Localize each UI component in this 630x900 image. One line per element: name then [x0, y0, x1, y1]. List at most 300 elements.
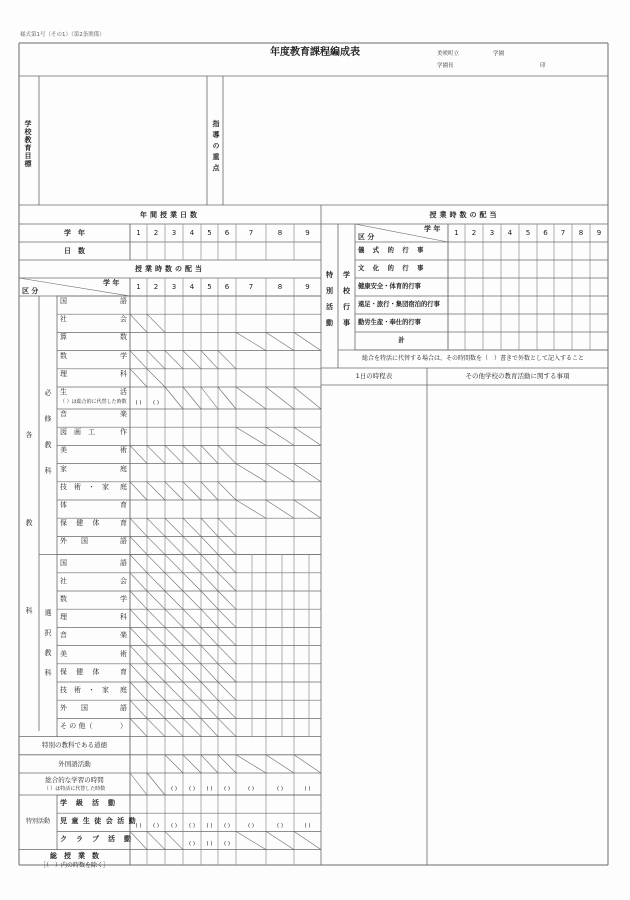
event-row-2-grade-7[interactable] — [555, 279, 571, 295]
event-row-4-grade-1[interactable] — [449, 315, 464, 331]
required-0-cell-grade-5[interactable] — [202, 297, 217, 313]
required-12-cell-grade-7[interactable] — [237, 519, 265, 535]
total-cell-grade-1[interactable] — [131, 851, 146, 864]
required-9-cell-grade-1[interactable] — [131, 465, 146, 481]
integrated-substitute-grade-3[interactable]: ( ) — [170, 786, 178, 793]
required-3-cell-grade-8[interactable] — [267, 352, 293, 368]
required-4-cell-grade-8[interactable] — [267, 370, 293, 386]
required-10-cell-grade-7[interactable] — [237, 483, 265, 499]
alloc-grade-header-9: 9 — [305, 282, 310, 291]
required-3-cell-grade-7[interactable] — [237, 352, 265, 368]
required-3-cell-grade-9[interactable] — [295, 352, 320, 368]
class-activity-cell-grade-7[interactable] — [237, 796, 265, 812]
event-row-1-grade-4[interactable] — [502, 261, 518, 277]
subjects-label-char: 科 — [25, 606, 33, 615]
elective-subject-9-right: ） — [120, 722, 127, 731]
required-2-cell-grade-3[interactable] — [166, 333, 182, 349]
days-cell-grade-9[interactable] — [295, 243, 320, 259]
total-cell-grade-5[interactable] — [202, 851, 217, 864]
required-1-cell-grade-5[interactable] — [202, 315, 217, 331]
club-activity-cell-grade-5[interactable] — [202, 832, 217, 848]
event-row-5-grade-9[interactable] — [591, 333, 607, 349]
elective-9-cell-grade-8[interactable] — [267, 719, 293, 735]
required-7-cell-grade-4[interactable] — [184, 428, 200, 444]
required-0-cell-grade-8[interactable] — [267, 297, 293, 313]
event-row-1-grade-1[interactable] — [449, 261, 464, 277]
total-cell-grade-6[interactable] — [219, 851, 235, 864]
required-6-cell-grade-5[interactable] — [202, 410, 217, 426]
event-grade-header-5: 5 — [525, 228, 531, 237]
required-9-cell-grade-3[interactable] — [166, 465, 182, 481]
event-row-0-grade-6[interactable] — [538, 243, 553, 259]
required-6-cell-grade-4[interactable] — [184, 410, 200, 426]
moral-cell-grade-7[interactable] — [237, 738, 265, 754]
elective-subject-5-left: 美 — [60, 649, 67, 658]
school-events-char: 学 — [343, 270, 350, 279]
required-9-cell-grade-6[interactable] — [219, 465, 235, 481]
total-cell-grade-3[interactable] — [166, 851, 182, 864]
elective-subject-2-right: 学 — [120, 595, 127, 603]
elective-5-cell-grade-7[interactable] — [237, 647, 265, 663]
class-activity-cell-grade-6[interactable] — [219, 796, 235, 812]
integrated-cell-grade-7[interactable] — [237, 774, 265, 794]
event-grade-header-8: 8 — [578, 228, 584, 237]
event-row-2-grade-2[interactable] — [466, 279, 482, 295]
integrated-note: （ ）は特活に代替した時数 — [43, 785, 106, 792]
event-row-2-grade-1[interactable] — [449, 279, 464, 295]
principal-label: 学園長 — [437, 63, 454, 69]
special-activities-char: 特 — [326, 270, 333, 279]
required-subject-4-right: 科 — [120, 369, 127, 378]
event-row-1-grade-9[interactable] — [591, 261, 607, 277]
elective-subject-4-left: 音 — [60, 631, 67, 640]
required-label-char: 必 — [44, 388, 52, 397]
elective-3-cell-grade-7[interactable] — [237, 610, 265, 626]
required-8-cell-grade-7[interactable] — [237, 446, 265, 462]
allocation-header: 授業時数の配当 — [135, 264, 205, 273]
council-activity-cell-grade-2[interactable] — [148, 814, 164, 830]
council-activity-substitute-grade-9[interactable]: ( ) — [304, 822, 311, 829]
required-5-cell-grade-2[interactable] — [148, 388, 164, 408]
elective-4-cell-grade-7[interactable] — [237, 628, 265, 644]
event-row-3-grade-6[interactable] — [538, 297, 553, 313]
grade-header-6: 6 — [224, 228, 230, 237]
days-cell-grade-4[interactable] — [184, 243, 200, 259]
required-11-cell-grade-5[interactable] — [202, 501, 217, 517]
required-11-cell-grade-2[interactable] — [148, 501, 164, 517]
total-label: 総 授 業 数 — [50, 851, 99, 860]
integrated-cell-grade-9[interactable] — [295, 774, 320, 794]
required-label-char: 修 — [44, 414, 52, 423]
class-activity-cell-grade-8[interactable] — [267, 796, 293, 812]
required-0-cell-grade-9[interactable] — [295, 297, 320, 313]
event-row-4-grade-9[interactable] — [591, 315, 607, 331]
integrated-label: 総合的な学習の時間 — [45, 775, 104, 784]
event-grade-header-7: 7 — [560, 228, 566, 237]
total-cell-grade-8[interactable] — [267, 851, 293, 864]
special-activities-char: 動 — [326, 318, 333, 327]
elective-2-cell-grade-8[interactable] — [267, 592, 293, 608]
required-6-cell-grade-6[interactable] — [219, 410, 235, 426]
class-activity-cell-grade-2[interactable] — [148, 796, 164, 812]
school-goal-label: 学校教育目標 — [24, 120, 32, 168]
required-13-cell-grade-7[interactable] — [237, 537, 265, 553]
event-row-2-grade-5[interactable] — [520, 279, 536, 295]
alloc-grade-header-7: 7 — [248, 282, 254, 291]
required-subject-2-left: 算 — [60, 333, 67, 342]
event-row-5-grade-5[interactable] — [520, 333, 536, 349]
required-1-cell-grade-7[interactable] — [237, 315, 265, 331]
days-cell-grade-7[interactable] — [237, 243, 265, 259]
event-row-5-grade-7[interactable] — [555, 333, 571, 349]
required-1-cell-grade-6[interactable] — [219, 315, 235, 331]
total-cell-grade-7[interactable] — [237, 851, 265, 864]
events-note: 総合を特活に代替する場合は、その時間数を（ ）書きで外数として記入すること — [361, 355, 584, 362]
council-activity-substitute-grade-8[interactable]: ( ) — [276, 822, 284, 829]
required-7-cell-grade-5[interactable] — [202, 428, 217, 444]
council-activity-cell-grade-9[interactable] — [295, 814, 320, 830]
required-9-cell-grade-4[interactable] — [184, 465, 200, 481]
required-6-cell-grade-9[interactable] — [295, 410, 320, 426]
council-activity-cell-grade-4[interactable] — [184, 814, 200, 830]
event-row-1-grade-6[interactable] — [538, 261, 553, 277]
required-13-cell-grade-8[interactable] — [267, 537, 293, 553]
days-cell-grade-5[interactable] — [202, 243, 217, 259]
required-0-cell-grade-6[interactable] — [219, 297, 235, 313]
event-grade-header-4: 4 — [507, 228, 513, 237]
integrated-cell-grade-3[interactable] — [166, 774, 182, 794]
elective-4-cell-grade-9[interactable] — [295, 628, 320, 644]
event-row-3-grade-5[interactable] — [520, 297, 536, 313]
required-10-cell-grade-8[interactable] — [267, 483, 293, 499]
event-row-4-grade-3[interactable] — [484, 315, 500, 331]
elective-subject-6-left: 保 健 体 — [60, 667, 100, 676]
elective-8-cell-grade-8[interactable] — [267, 701, 293, 717]
event-row-0-grade-8[interactable] — [573, 243, 589, 259]
elective-label-char: 教 — [44, 648, 52, 657]
days-cell-grade-6[interactable] — [219, 243, 235, 259]
required-8-cell-grade-9[interactable] — [295, 446, 320, 462]
elective-7-cell-grade-8[interactable] — [267, 683, 293, 699]
required-1-cell-grade-3[interactable] — [166, 315, 182, 331]
required-10-cell-grade-9[interactable] — [295, 483, 320, 499]
class-activity-label: 学 級 活 動 — [60, 799, 116, 807]
club-activity-cell-grade-4[interactable] — [184, 832, 200, 848]
special-activities-char: 活 — [326, 302, 333, 311]
elective-1-cell-grade-8[interactable] — [267, 574, 293, 590]
required-subject-9-right: 庭 — [120, 464, 127, 473]
required-subject-5-left: 生 — [60, 388, 67, 396]
event-row-0-grade-1[interactable] — [449, 243, 464, 259]
foreign-activity-label: 外国語活動 — [58, 759, 91, 768]
event-row-5-grade-3[interactable] — [484, 333, 500, 349]
required-label-char: 教 — [44, 440, 52, 449]
elective-subject-7-left: 技 術 ・ 家 — [60, 686, 109, 694]
club-activity-substitute-grade-4[interactable]: ( ) — [188, 840, 196, 847]
elective-6-cell-grade-9[interactable] — [295, 665, 320, 681]
event-row-3-grade-9[interactable] — [591, 297, 607, 313]
integrated-cell-grade-5[interactable] — [202, 774, 217, 794]
event-row-5-grade-2[interactable] — [466, 333, 482, 349]
required-0-cell-grade-2[interactable] — [148, 297, 164, 313]
elective-0-cell-grade-9[interactable] — [295, 556, 320, 572]
foreign-activity-cell-grade-2[interactable] — [148, 756, 164, 772]
elective-8-cell-grade-7[interactable] — [237, 701, 265, 717]
required-4-cell-grade-4[interactable] — [184, 370, 200, 386]
required-0-cell-grade-3[interactable] — [166, 297, 182, 313]
event-row-0-grade-7[interactable] — [555, 243, 571, 259]
event-row-3-grade-8[interactable] — [573, 297, 589, 313]
required-6-cell-grade-1[interactable] — [131, 410, 146, 426]
council-activity-substitute-grade-5[interactable]: ( ) — [206, 822, 213, 829]
integrated-cell-grade-6[interactable] — [219, 774, 235, 794]
required-7-cell-grade-2[interactable] — [148, 428, 164, 444]
elective-8-cell-grade-9[interactable] — [295, 701, 320, 717]
required-subject-1-right: 会 — [120, 315, 127, 324]
class-activity-cell-grade-3[interactable] — [166, 796, 182, 812]
elective-5-cell-grade-9[interactable] — [295, 647, 320, 663]
event-row-5-grade-8[interactable] — [573, 333, 589, 349]
required-0-cell-grade-1[interactable] — [131, 297, 146, 313]
elective-6-cell-grade-7[interactable] — [237, 665, 265, 681]
required-0-cell-grade-4[interactable] — [184, 297, 200, 313]
required-6-cell-grade-7[interactable] — [237, 410, 265, 426]
class-activity-cell-grade-1[interactable] — [131, 796, 146, 812]
required-6-cell-grade-2[interactable] — [148, 410, 164, 426]
required-6-cell-grade-8[interactable] — [267, 410, 293, 426]
required-4-cell-grade-6[interactable] — [219, 370, 235, 386]
event-row-3-grade-1[interactable] — [449, 297, 464, 313]
foreign-activity-cell-grade-1[interactable] — [131, 756, 146, 772]
days-cell-grade-2[interactable] — [148, 243, 164, 259]
council-activity-cell-grade-5[interactable] — [202, 814, 217, 830]
council-activity-substitute-grade-3[interactable]: ( ) — [170, 822, 178, 829]
required-9-cell-grade-2[interactable] — [148, 465, 164, 481]
event-row-1-grade-7[interactable] — [555, 261, 571, 277]
required-13-cell-grade-9[interactable] — [295, 537, 320, 553]
event-row-2-grade-6[interactable] — [538, 279, 553, 295]
event-row-1-grade-2[interactable] — [466, 261, 482, 277]
required-4-cell-grade-3[interactable] — [166, 370, 182, 386]
council-activity-substitute-grade-7[interactable]: ( ) — [247, 822, 255, 829]
required-4-cell-grade-5[interactable] — [202, 370, 217, 386]
required-2-cell-grade-4[interactable] — [184, 333, 200, 349]
total-cell-grade-2[interactable] — [148, 851, 164, 864]
event-row-3-grade-3[interactable] — [484, 297, 500, 313]
required-7-cell-grade-1[interactable] — [131, 428, 146, 444]
council-activity-substitute-grade-2[interactable]: ( ) — [152, 822, 160, 829]
elective-1-cell-grade-7[interactable] — [237, 574, 265, 590]
school-goal-field[interactable] — [40, 77, 206, 204]
elective-0-cell-grade-8[interactable] — [267, 556, 293, 572]
elective-7-cell-grade-7[interactable] — [237, 683, 265, 699]
event-row-3-grade-4[interactable] — [502, 297, 518, 313]
required-subject-8-right: 術 — [120, 446, 127, 455]
elective-4-cell-grade-8[interactable] — [267, 628, 293, 644]
required-2-cell-grade-6[interactable] — [219, 333, 235, 349]
elective-9-cell-grade-9[interactable] — [295, 719, 320, 735]
integrated-cell-grade-8[interactable] — [267, 774, 293, 794]
event-row-4-grade-6[interactable] — [538, 315, 553, 331]
grade-header-2: 2 — [153, 228, 159, 237]
integrated-substitute-grade-8[interactable]: ( ) — [276, 786, 284, 793]
required-subject-0-left: 国 — [60, 297, 67, 305]
elective-2-cell-grade-9[interactable] — [295, 592, 320, 608]
event-row-0-grade-3[interactable] — [484, 243, 500, 259]
required-subject-12-right: 育 — [120, 519, 127, 528]
required-1-cell-grade-8[interactable] — [267, 315, 293, 331]
required-9-cell-grade-5[interactable] — [202, 465, 217, 481]
life-note: （ ）は総合的に代替した時数 — [60, 399, 127, 405]
required-subject-10-left: 技 術 ・ 家 — [60, 482, 109, 491]
alloc-grade-header-2: 2 — [153, 282, 159, 291]
elective-1-cell-grade-9[interactable] — [295, 574, 320, 590]
event-row-1-grade-5[interactable] — [520, 261, 536, 277]
event-row-2-grade-3[interactable] — [484, 279, 500, 295]
event-row-4-grade-7[interactable] — [555, 315, 571, 331]
event-row-1-grade-8[interactable] — [573, 261, 589, 277]
elective-subject-0-left: 国 — [60, 558, 67, 567]
event-row-1-grade-3[interactable] — [484, 261, 500, 277]
required-11-cell-grade-4[interactable] — [184, 501, 200, 517]
moral-cell-grade-2[interactable] — [148, 738, 164, 754]
elective-label-char: 選 — [44, 608, 52, 617]
required-8-cell-grade-8[interactable] — [267, 446, 293, 462]
integrated-substitute-grade-4[interactable]: ( ) — [188, 786, 196, 793]
school-events-char: 事 — [343, 318, 350, 327]
moral-cell-grade-9[interactable] — [295, 738, 320, 754]
event-row-5-grade-6[interactable] — [538, 333, 553, 349]
days-cell-grade-3[interactable] — [166, 243, 182, 259]
elective-7-cell-grade-9[interactable] — [295, 683, 320, 699]
required-2-cell-grade-1[interactable] — [131, 333, 146, 349]
required-11-cell-grade-3[interactable] — [166, 501, 182, 517]
required-6-cell-grade-3[interactable] — [166, 410, 182, 426]
council-activity-substitute-grade-1[interactable]: ( ) — [135, 822, 142, 829]
required-4-cell-grade-7[interactable] — [237, 370, 265, 386]
required-1-cell-grade-9[interactable] — [295, 315, 320, 331]
required-11-cell-grade-6[interactable] — [219, 501, 235, 517]
event-grade-header-1: 1 — [454, 228, 459, 237]
club-activity-substitute-grade-6[interactable]: ( ) — [223, 840, 231, 847]
event-row-3-grade-2[interactable] — [466, 297, 482, 313]
moral-cell-grade-4[interactable] — [184, 738, 200, 754]
event-row-0-grade-2[interactable] — [466, 243, 482, 259]
event-row-0-grade-4[interactable] — [502, 243, 518, 259]
elective-9-cell-grade-7[interactable] — [237, 719, 265, 735]
required-11-cell-grade-1[interactable] — [131, 501, 146, 517]
event-row-0-grade-5[interactable] — [520, 243, 536, 259]
required-5-cell-grade-1[interactable] — [131, 388, 146, 408]
event-row-2-grade-8[interactable] — [573, 279, 589, 295]
moral-cell-grade-5[interactable] — [202, 738, 217, 754]
elective-2-cell-grade-7[interactable] — [237, 592, 265, 608]
class-activity-cell-grade-9[interactable] — [295, 796, 320, 812]
guidance-focus-field[interactable] — [224, 77, 607, 204]
integrated-substitute-grade-6[interactable]: ( ) — [223, 786, 231, 793]
club-activity-cell-grade-6[interactable] — [219, 832, 235, 848]
council-activity-cell-grade-3[interactable] — [166, 814, 182, 830]
required-subject-12-left: 保 健 体 — [60, 519, 100, 528]
grade-header-1: 1 — [136, 228, 141, 237]
class-activity-cell-grade-4[interactable] — [184, 796, 200, 812]
required-4-cell-grade-9[interactable] — [295, 370, 320, 386]
elective-subject-0-right: 語 — [120, 558, 127, 567]
required-subject-6-right: 楽 — [120, 410, 127, 418]
integrated-cell-grade-4[interactable] — [184, 774, 200, 794]
days-cell-grade-1[interactable] — [131, 243, 146, 259]
required-12-cell-grade-8[interactable] — [267, 519, 293, 535]
seal-label: 印 — [540, 63, 546, 69]
days-cell-grade-8[interactable] — [267, 243, 293, 259]
elective-subject-8-left: 外 国 — [60, 704, 88, 713]
required-2-cell-grade-2[interactable] — [148, 333, 164, 349]
council-activity-cell-grade-7[interactable] — [237, 814, 265, 830]
event-row-5-grade-4[interactable] — [502, 333, 518, 349]
elective-3-cell-grade-8[interactable] — [267, 610, 293, 626]
required-2-cell-grade-5[interactable] — [202, 333, 217, 349]
guidance-focus-label: 指導の重点 — [212, 120, 220, 175]
other-matters-field[interactable] — [428, 386, 607, 864]
required-0-cell-grade-7[interactable] — [237, 297, 265, 313]
event-row-4-grade-2[interactable] — [466, 315, 482, 331]
event-row-2-grade-9[interactable] — [591, 279, 607, 295]
council-activity-cell-grade-8[interactable] — [267, 814, 293, 830]
integrated-substitute-grade-7[interactable]: ( ) — [247, 786, 255, 793]
event-row-4-grade-4[interactable] — [502, 315, 518, 331]
event-row-2-grade-4[interactable] — [502, 279, 518, 295]
required-1-cell-grade-4[interactable] — [184, 315, 200, 331]
council-activity-cell-grade-6[interactable] — [219, 814, 235, 830]
event-row-4-grade-8[interactable] — [573, 315, 589, 331]
total-cell-grade-4[interactable] — [184, 851, 200, 864]
required-subject-0-right: 語 — [120, 297, 127, 305]
timetable-field[interactable] — [322, 386, 426, 864]
required-5-substitute-grade-1[interactable]: ( ) — [135, 400, 142, 407]
club-activity-substitute-grade-5[interactable]: ( ) — [206, 840, 213, 847]
moral-cell-grade-8[interactable] — [267, 738, 293, 754]
elective-subject-3-left: 理 — [60, 613, 67, 622]
moral-cell-grade-6[interactable] — [219, 738, 235, 754]
class-activity-cell-grade-5[interactable] — [202, 796, 217, 812]
total-cell-grade-9[interactable] — [295, 851, 320, 864]
required-subject-9-left: 家 — [60, 464, 67, 473]
grade-header-4: 4 — [189, 228, 195, 237]
event-row-3-grade-7[interactable] — [555, 297, 571, 313]
event-row-5-grade-1[interactable] — [449, 333, 464, 349]
elective-3-cell-grade-9[interactable] — [295, 610, 320, 626]
moral-cell-grade-3[interactable] — [166, 738, 182, 754]
elective-5-cell-grade-8[interactable] — [267, 647, 293, 663]
council-activity-cell-grade-1[interactable] — [131, 814, 146, 830]
integrated-substitute-grade-9[interactable]: ( ) — [304, 786, 311, 793]
council-activity-substitute-grade-4[interactable]: ( ) — [188, 822, 196, 829]
category-label: 区 分 — [22, 287, 39, 295]
elective-0-cell-grade-7[interactable] — [237, 556, 265, 572]
required-12-cell-grade-9[interactable] — [295, 519, 320, 535]
elective-6-cell-grade-8[interactable] — [267, 665, 293, 681]
required-7-cell-grade-6[interactable] — [219, 428, 235, 444]
moral-cell-grade-1[interactable] — [131, 738, 146, 754]
event-row-0-grade-9[interactable] — [591, 243, 607, 259]
council-activity-substitute-grade-6[interactable]: ( ) — [223, 822, 231, 829]
event-row-4-grade-5[interactable] — [520, 315, 536, 331]
events-grade-label: 学 年 — [424, 225, 441, 233]
days-label: 日 数 — [64, 246, 85, 255]
required-5-substitute-grade-2[interactable]: ( ) — [152, 400, 160, 407]
integrated-substitute-grade-5[interactable]: ( ) — [206, 786, 213, 793]
required-7-cell-grade-3[interactable] — [166, 428, 182, 444]
